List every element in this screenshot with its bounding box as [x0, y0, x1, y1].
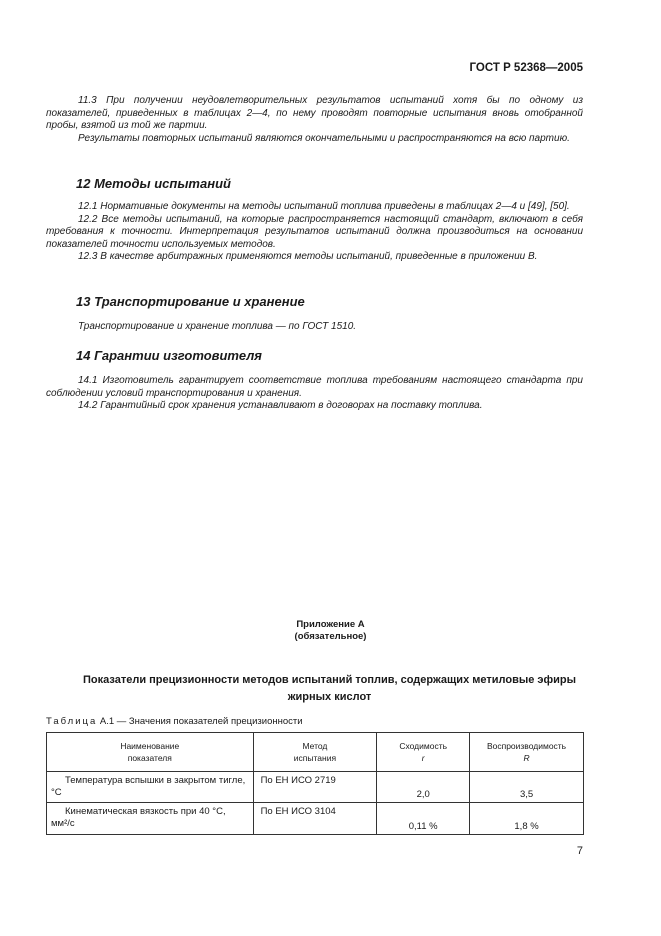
section-13-heading: 13 Транспортирование и хранение: [76, 294, 305, 309]
header-method: Метод испытания: [253, 733, 377, 772]
table-row: [47, 772, 584, 803]
paragraph-12-1: 12.1 Нормативные документы на методы испытаний топлива приведены в таблицах 2—4 и [49], [50].: [78, 201, 570, 212]
row-1-name: Температура вспышки в закрытом тигле, °С: [47, 772, 254, 803]
paragraph-12-3: 12.3 В качестве арбитражных применяются методы испытаний, приведенные в приложении В.: [78, 251, 538, 263]
header-repeatability: Сходимость r: [377, 733, 470, 772]
table-caption-prefix: Таблица: [46, 716, 98, 727]
row-2-name: Кинематическая вязкость при 40 °С, мм²/с: [47, 803, 254, 835]
precision-table: [46, 732, 584, 835]
section-11-text: [46, 95, 583, 145]
header-name: Наименование показателя: [47, 733, 254, 772]
appendix-title-line1: Показатели прецизионности методов испытаний топлив, содержащих метиловые эфиры: [83, 674, 576, 686]
paragraph-12-2: 12.2 Все методы испытаний, на которые распространяется настоящий стандарт, включают в себя требования к точности. Интерпретация результатов испытаний должна производиться на основании показателей точности используемых методов.: [46, 213, 583, 250]
paragraph-11-3-cont: Результаты повторных испытаний являются окончательными и распространяются на всю партию.: [78, 132, 570, 144]
row-2-reproducibility: 1,8 %: [470, 803, 584, 835]
appendix-label: Приложение А: [296, 619, 365, 630]
table-caption: [46, 716, 303, 727]
row-1-reproducibility: 3,5: [470, 772, 584, 803]
section-12-heading: 12 Методы испытаний: [76, 176, 231, 191]
section-13-text: [46, 321, 583, 334]
header-reproducibility: Воспроизводимость R: [470, 733, 584, 772]
paragraph-14-2: 14.2 Гарантийный срок хранения устанавливают в договорах на поставку топлива.: [78, 400, 483, 412]
section-12-text: [46, 201, 583, 264]
row-1-method: По ЕН ИСО 2719: [253, 772, 377, 803]
paragraph-11-3: 11.3 При получении неудовлетворительных результатов испытаний хотя бы по одному из показателей, приведенных в таблицах 2—4, по нему проводят повторные испытания вновь отобранной пробы, взятой из той же партии.: [46, 95, 583, 132]
row-2-method: По ЕН ИСО 3104: [253, 803, 377, 835]
row-1-repeatability: 2,0: [377, 772, 470, 803]
page-number: 7: [576, 845, 583, 857]
paragraph-14-1: 14.1 Изготовитель гарантирует соответствие топлива требованиям настоящего стандарта при соблюдении условий транспортирования и хранения.: [46, 375, 583, 399]
table-row: [47, 803, 584, 835]
table-header-row: [47, 733, 584, 772]
appendix-status: (обязательное): [294, 631, 367, 642]
row-2-repeatability: 0,11 %: [377, 803, 470, 835]
table-caption-text: А.1 — Значения показателей прецизионности: [99, 716, 303, 727]
appendix-title-line2: жирных кислот: [287, 691, 372, 703]
section-14-text: [46, 375, 583, 413]
paragraph-13: Транспортирование и хранение топлива — по ГОСТ 1510.: [78, 321, 357, 332]
section-14-heading: 14 Гарантии изготовителя: [76, 348, 262, 363]
document-code: ГОСТ Р 52368—2005: [469, 62, 583, 74]
